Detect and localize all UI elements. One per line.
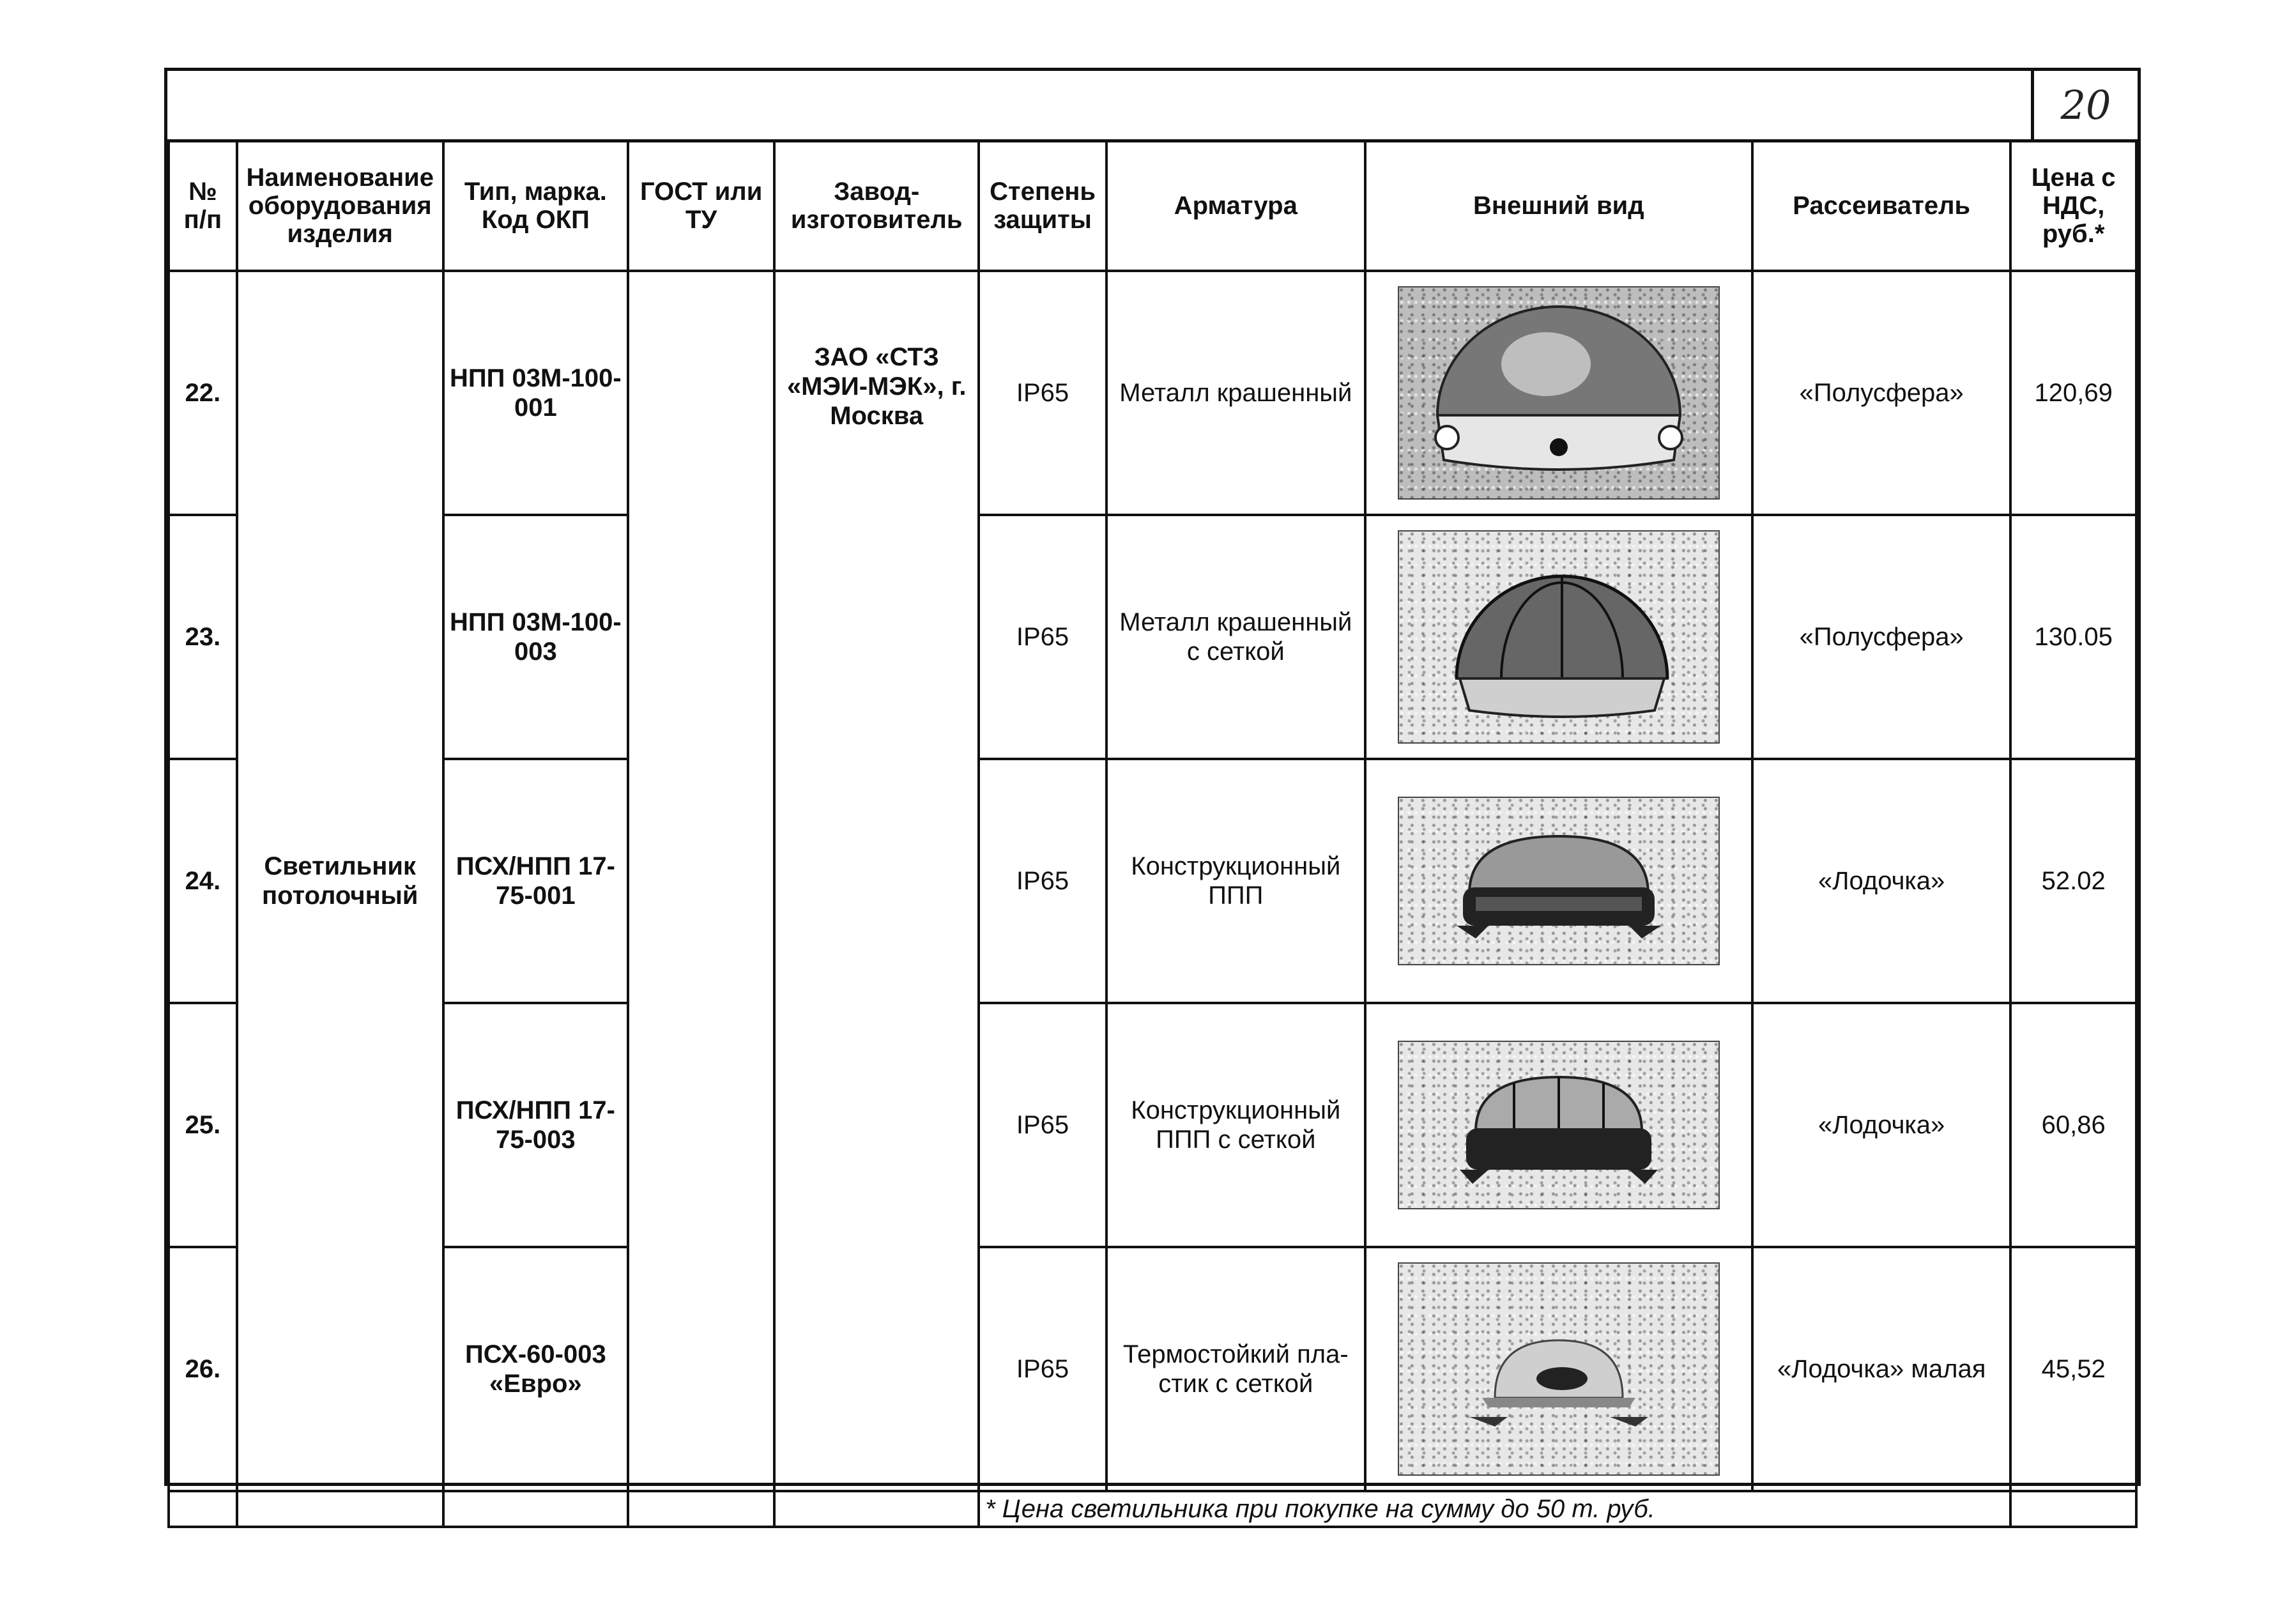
table-row	[169, 1247, 2136, 1491]
manufacturer: ЗАО «СТЗ «МЭИ-МЭК», г. Москва	[774, 271, 979, 1491]
row-price: 52.02	[2010, 759, 2136, 1003]
row-armature: Конструкционный ППП с сеткой	[1106, 1003, 1365, 1247]
row-diffuser: «Полусфера»	[1752, 515, 2010, 759]
row-num: 23.	[169, 515, 237, 759]
row-armature: Металл крашенный с сеткой	[1106, 515, 1365, 759]
header-armature: Арматура	[1106, 141, 1365, 271]
table-row	[169, 515, 2136, 759]
row-price: 45,52	[2010, 1247, 2136, 1491]
row-type: ПСХ/НПП 17-75-003	[443, 1003, 628, 1247]
footnote-blank-cell	[237, 1491, 443, 1527]
table-row	[169, 271, 2136, 515]
row-protection: IP65	[979, 1247, 1106, 1491]
boat-lamp-photo	[1398, 797, 1720, 965]
footnote-blank-cell	[774, 1491, 979, 1527]
footnote-blank-cell	[628, 1491, 774, 1527]
boat-lamp-grid-photo	[1398, 1041, 1720, 1209]
footnote: * Цена светильника при покупке на сумму до 50 т. руб.	[979, 1491, 2010, 1527]
row-diffuser: «Полусфера»	[1752, 271, 2010, 515]
header-protection: Степень защиты	[979, 141, 1106, 271]
row-price: 130.05	[2010, 515, 2136, 759]
row-num: 25.	[169, 1003, 237, 1247]
table-row	[169, 759, 2136, 1003]
equipment-table	[167, 139, 2138, 1528]
row-type: НПП 03М-100-001	[443, 271, 628, 515]
group-name: Светильник потолочный	[237, 271, 443, 1491]
row-num: 24.	[169, 759, 237, 1003]
row-price: 120,69	[2010, 271, 2136, 515]
row-num: 22.	[169, 271, 237, 515]
row-image-cell	[1365, 1247, 1752, 1491]
row-diffuser: «Лодочка» малая	[1752, 1247, 2010, 1491]
row-image-cell	[1365, 515, 1752, 759]
footnote-blank-cell	[2010, 1491, 2136, 1527]
header-gost: ГОСТ или ТУ	[628, 141, 774, 271]
header-type: Тип, марка. Код ОКП	[443, 141, 628, 271]
header-diffuser: Рассеиватель	[1752, 141, 2010, 271]
header-row	[169, 141, 2136, 271]
row-armature: Термостойкий пла-стик с сеткой	[1106, 1247, 1365, 1491]
header-name: Наименование оборудования изделия	[237, 141, 443, 271]
header-appearance: Внешний вид	[1365, 141, 1752, 271]
row-armature: Металл крашенный	[1106, 271, 1365, 515]
page-number: 20	[2031, 71, 2138, 139]
row-type: ПСХ-60-003 «Евро»	[443, 1247, 628, 1491]
row-num: 26.	[169, 1247, 237, 1491]
hemisphere-lamp-photo	[1398, 286, 1720, 500]
footnote-row	[169, 1491, 2136, 1527]
table-row	[169, 1003, 2136, 1247]
row-protection: IP65	[979, 759, 1106, 1003]
header-price: Цена с НДС, руб.*	[2010, 141, 2136, 271]
row-protection: IP65	[979, 1003, 1106, 1247]
header-num: № п/п	[169, 141, 237, 271]
footnote-blank-cell	[169, 1491, 237, 1527]
row-image-cell	[1365, 1003, 1752, 1247]
row-diffuser: «Лодочка»	[1752, 1003, 2010, 1247]
header-maker: Завод-изготовитель	[774, 141, 979, 271]
row-type: НПП 03М-100-003	[443, 515, 628, 759]
footnote-blank-cell	[443, 1491, 628, 1527]
hemisphere-lamp-grid-photo	[1398, 530, 1720, 744]
row-protection: IP65	[979, 271, 1106, 515]
row-image-cell	[1365, 271, 1752, 515]
row-price: 60,86	[2010, 1003, 2136, 1247]
small-boat-lamp-photo	[1398, 1262, 1720, 1476]
top-band	[167, 71, 2138, 142]
document-sheet	[164, 68, 2141, 1523]
row-diffuser: «Лодочка»	[1752, 759, 2010, 1003]
row-armature: Конструкционный ППП	[1106, 759, 1365, 1003]
row-image-cell	[1365, 759, 1752, 1003]
row-type: ПСХ/НПП 17-75-001	[443, 759, 628, 1003]
row-protection: IP65	[979, 515, 1106, 759]
gost-cell	[628, 271, 774, 1491]
